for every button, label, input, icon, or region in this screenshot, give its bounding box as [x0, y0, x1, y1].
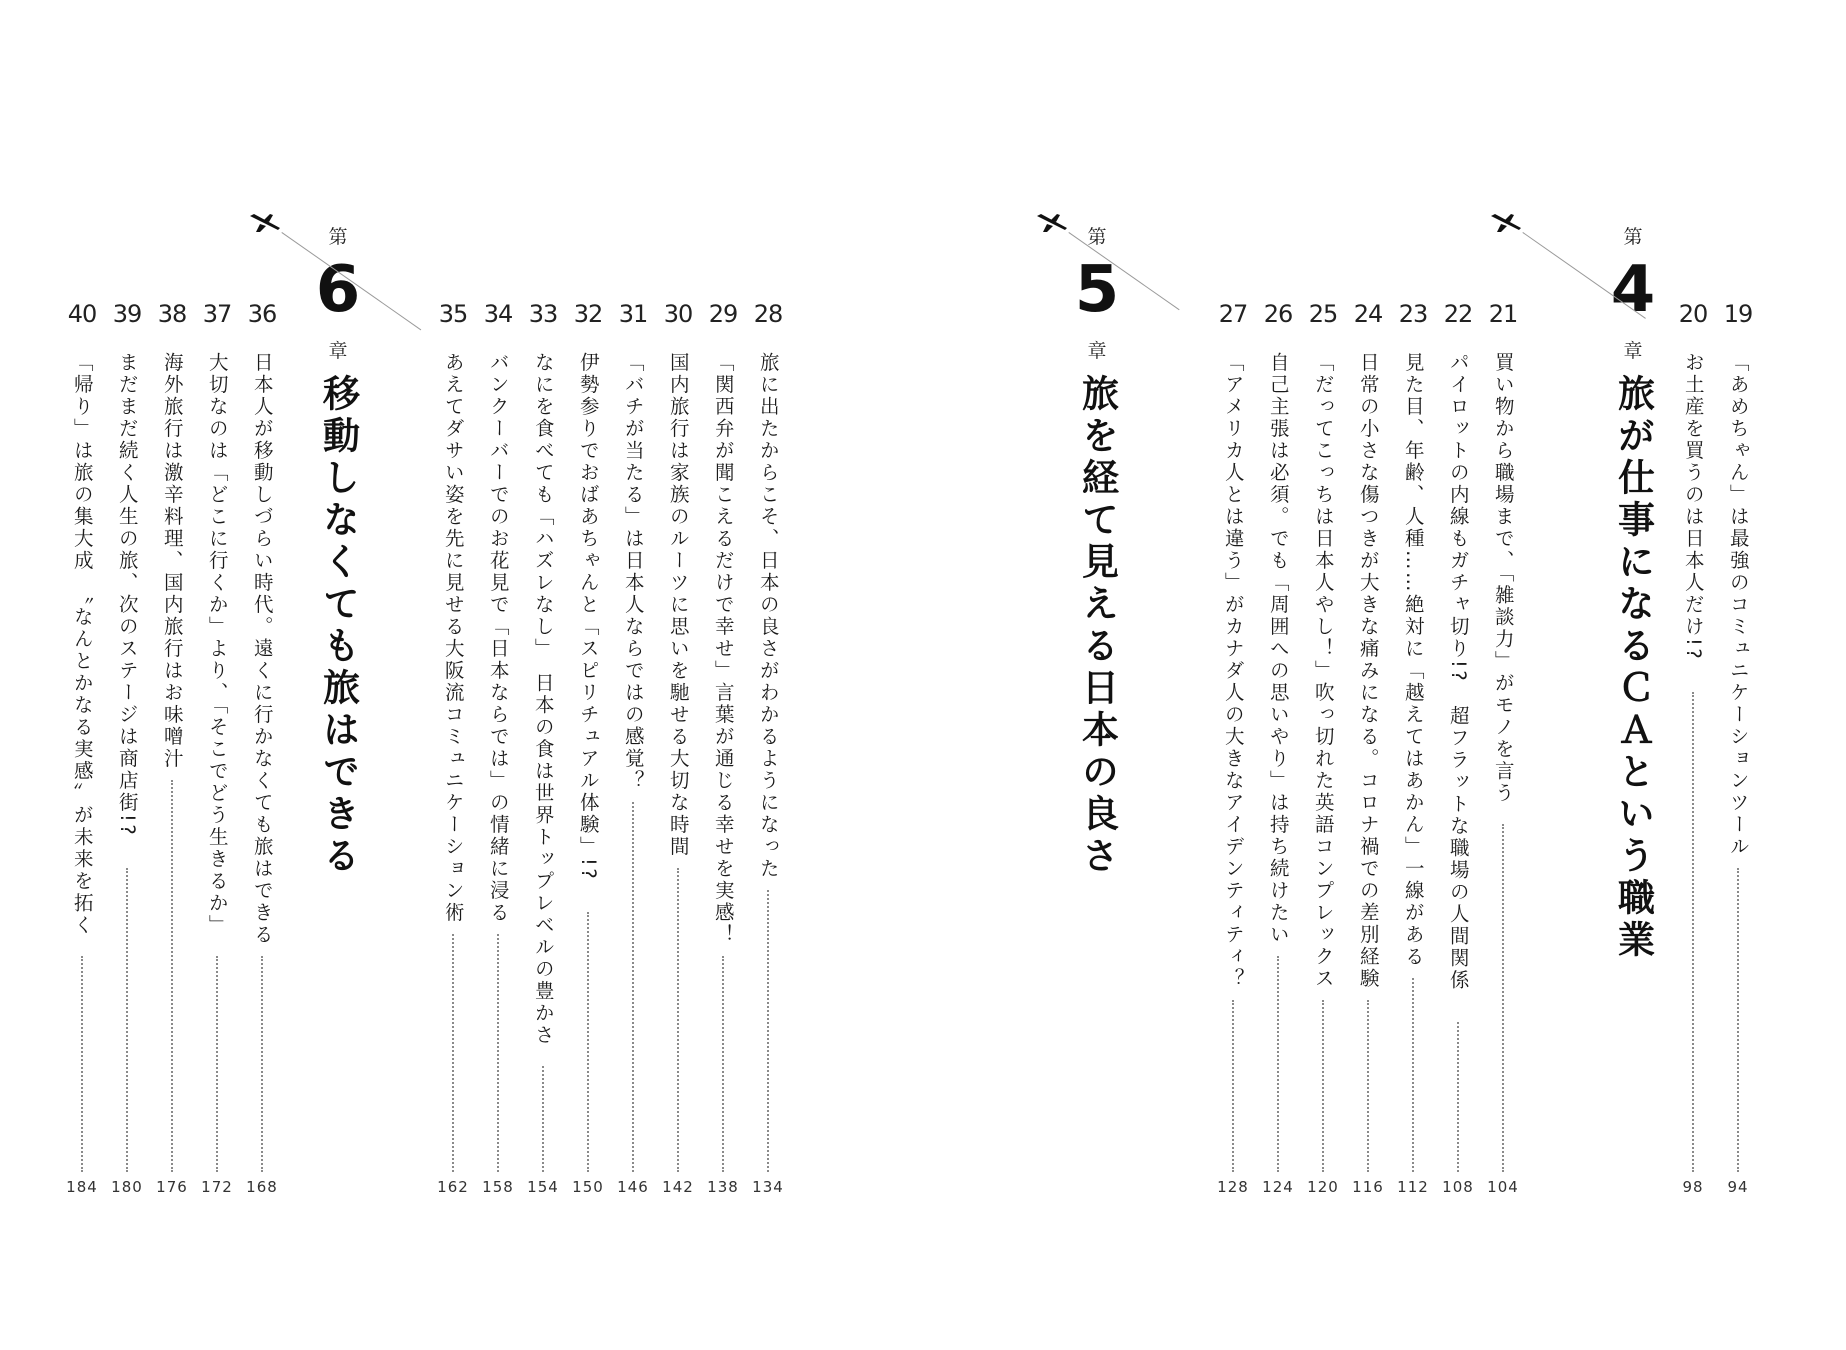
entry-page-number: 154: [527, 1178, 559, 1196]
entry-number: 37: [202, 300, 232, 328]
entry-title: 自己主張は必須。でも「周囲への思いやり」は持ち続けたい: [1266, 352, 1290, 946]
right-page: [923, 0, 1846, 1350]
dot-leader: [1692, 692, 1694, 1172]
chapter-dai: 第: [1623, 226, 1643, 248]
airplane-icon: [248, 212, 282, 234]
entry-page-number: 150: [572, 1178, 604, 1196]
entry-page-number: 146: [617, 1178, 649, 1196]
dot-leader: [126, 868, 128, 1172]
entry-title: お土産を買うのは日本人だけ!?: [1681, 352, 1705, 662]
dot-leader: [81, 956, 83, 1172]
chapter-sho: 章: [328, 340, 348, 362]
entry-number: 30: [663, 300, 693, 328]
entry-title: 大切なのは「どこに行くか」より、「そこでどう生きるか」: [205, 352, 229, 937]
entry-number: 20: [1678, 300, 1708, 328]
dot-leader: [1737, 868, 1739, 1172]
chapter-number: 5: [1074, 253, 1120, 327]
entry-title: パイロットの内線もガチャ切り!? 超フラットな職場の人間関係: [1446, 352, 1470, 992]
entry-title: 伊勢参りでおばあちゃんと「スピリチュアル体験」!?: [576, 352, 600, 882]
entry-page-number: 112: [1397, 1178, 1429, 1196]
dot-leader: [1232, 1000, 1234, 1172]
dot-leader: [632, 802, 634, 1172]
entry-number: 39: [112, 300, 142, 328]
entry-page-number: 180: [111, 1178, 143, 1196]
dot-leader: [767, 890, 769, 1172]
entry-page-number: 168: [246, 1178, 278, 1196]
entry-number: 21: [1488, 300, 1518, 328]
entry-title: 見た目、年齢、人種……絶対に「越えてはあかん」一線がある: [1401, 352, 1425, 968]
entry-number: 35: [438, 300, 468, 328]
chapter-number: 4: [1610, 253, 1656, 327]
entry-title: 「だってこっちは日本人やし！」吹っ切れた英語コンプレックス: [1311, 352, 1335, 990]
chapter-title: 旅が仕事になるＣＡという職業: [1611, 374, 1655, 962]
dot-leader: [1322, 1000, 1324, 1172]
entry-page-number: 134: [752, 1178, 784, 1196]
entry-number: 28: [753, 300, 783, 328]
entry-number: 22: [1443, 300, 1473, 328]
entry-title: 「アメリカ人とは違う」がカナダ人の大きなアイデンティティ？: [1221, 352, 1245, 990]
dot-leader: [587, 912, 589, 1172]
entry-page-number: 158: [482, 1178, 514, 1196]
entry-title: 「あめちゃん」は最強のコミュニケーションツール: [1726, 352, 1750, 858]
entry-page-number: 138: [707, 1178, 739, 1196]
airplane-icon: [1489, 212, 1523, 234]
entry-number: 26: [1263, 300, 1293, 328]
dot-leader: [1367, 1000, 1369, 1172]
entry-title: あえてダサい姿を先に見せる大阪流コミュニケーション術: [441, 352, 465, 924]
entry-number: 24: [1353, 300, 1383, 328]
entry-title: 「関西弁が聞こえるだけで幸せ」言葉が通じる幸せを実感！: [711, 352, 735, 946]
entry-title: 「帰り」は旅の集大成 〝なんとかなる実感〟が未来を拓く: [70, 352, 94, 937]
entry-page-number: 142: [662, 1178, 694, 1196]
entry-number: 31: [618, 300, 648, 328]
dot-leader: [216, 956, 218, 1172]
entry-page-number: 176: [156, 1178, 188, 1196]
entry-title: バンクーバーでのお花見で「日本ならでは」の情緒に浸る: [486, 352, 510, 924]
dot-leader: [677, 868, 679, 1172]
entry-number: 19: [1723, 300, 1753, 328]
entry-title: 買い物から職場まで、「雑談力」がモノを言う: [1491, 352, 1515, 805]
entry-title: 日本人が移動しづらい時代。遠くに行かなくても旅はできる: [250, 352, 274, 946]
chapter-dai: 第: [328, 226, 348, 248]
entry-page-number: 124: [1262, 1178, 1294, 1196]
dot-leader: [542, 1066, 544, 1172]
entry-title: 旅に出たからこそ、日本の良さがわかるようになった: [756, 352, 780, 880]
entry-title: まだまだ続く人生の旅、次のステージは商店街!?: [115, 352, 139, 838]
entry-page-number: 184: [66, 1178, 98, 1196]
entry-page-number: 98: [1682, 1178, 1704, 1196]
dot-leader: [1412, 978, 1414, 1172]
entry-title: 日常の小さな傷つきが大きな痛みになる。コロナ禍での差別経験: [1356, 352, 1380, 990]
entry-page-number: 172: [201, 1178, 233, 1196]
dot-leader: [722, 956, 724, 1172]
dot-leader: [1457, 1022, 1459, 1172]
chapter-number: 6: [315, 253, 361, 327]
entry-number: 40: [67, 300, 97, 328]
entry-number: 29: [708, 300, 738, 328]
entry-number: 25: [1308, 300, 1338, 328]
entry-number: 34: [483, 300, 513, 328]
entry-number: 33: [528, 300, 558, 328]
dot-leader: [452, 934, 454, 1172]
dot-leader: [171, 780, 173, 1172]
entry-page-number: 162: [437, 1178, 469, 1196]
entry-title: 海外旅行は激辛料理、国内旅行はお味噌汁: [160, 352, 184, 770]
entry-title: なにを食べても「ハズレなし」 日本の食は世界トップレベルの豊かさ: [531, 352, 555, 1047]
chapter-dai: 第: [1087, 226, 1107, 248]
entry-page-number: 116: [1352, 1178, 1384, 1196]
dot-leader: [261, 956, 263, 1172]
entry-page-number: 94: [1727, 1178, 1749, 1196]
entry-number: 38: [157, 300, 187, 328]
chapter-title: 旅を経て見える日本の良さ: [1075, 374, 1119, 878]
chapter-title: 移動しなくても旅はできる: [316, 374, 360, 878]
entry-number: 23: [1398, 300, 1428, 328]
entry-title: 「バチが当たる」は日本人ならではの感覚？: [621, 352, 645, 792]
entry-number: 27: [1218, 300, 1248, 328]
entry-number: 32: [573, 300, 603, 328]
entry-page-number: 104: [1487, 1178, 1519, 1196]
entry-page-number: 108: [1442, 1178, 1474, 1196]
chapter-sho: 章: [1087, 340, 1107, 362]
entry-page-number: 128: [1217, 1178, 1249, 1196]
dot-leader: [1502, 824, 1504, 1172]
entry-page-number: 120: [1307, 1178, 1339, 1196]
entry-title: 国内旅行は家族のルーツに思いを馳せる大切な時間: [666, 352, 690, 858]
dot-leader: [1277, 956, 1279, 1172]
dot-leader: [497, 934, 499, 1172]
chapter-sho: 章: [1623, 340, 1643, 362]
entry-number: 36: [247, 300, 277, 328]
airplane-icon: [1035, 212, 1069, 234]
